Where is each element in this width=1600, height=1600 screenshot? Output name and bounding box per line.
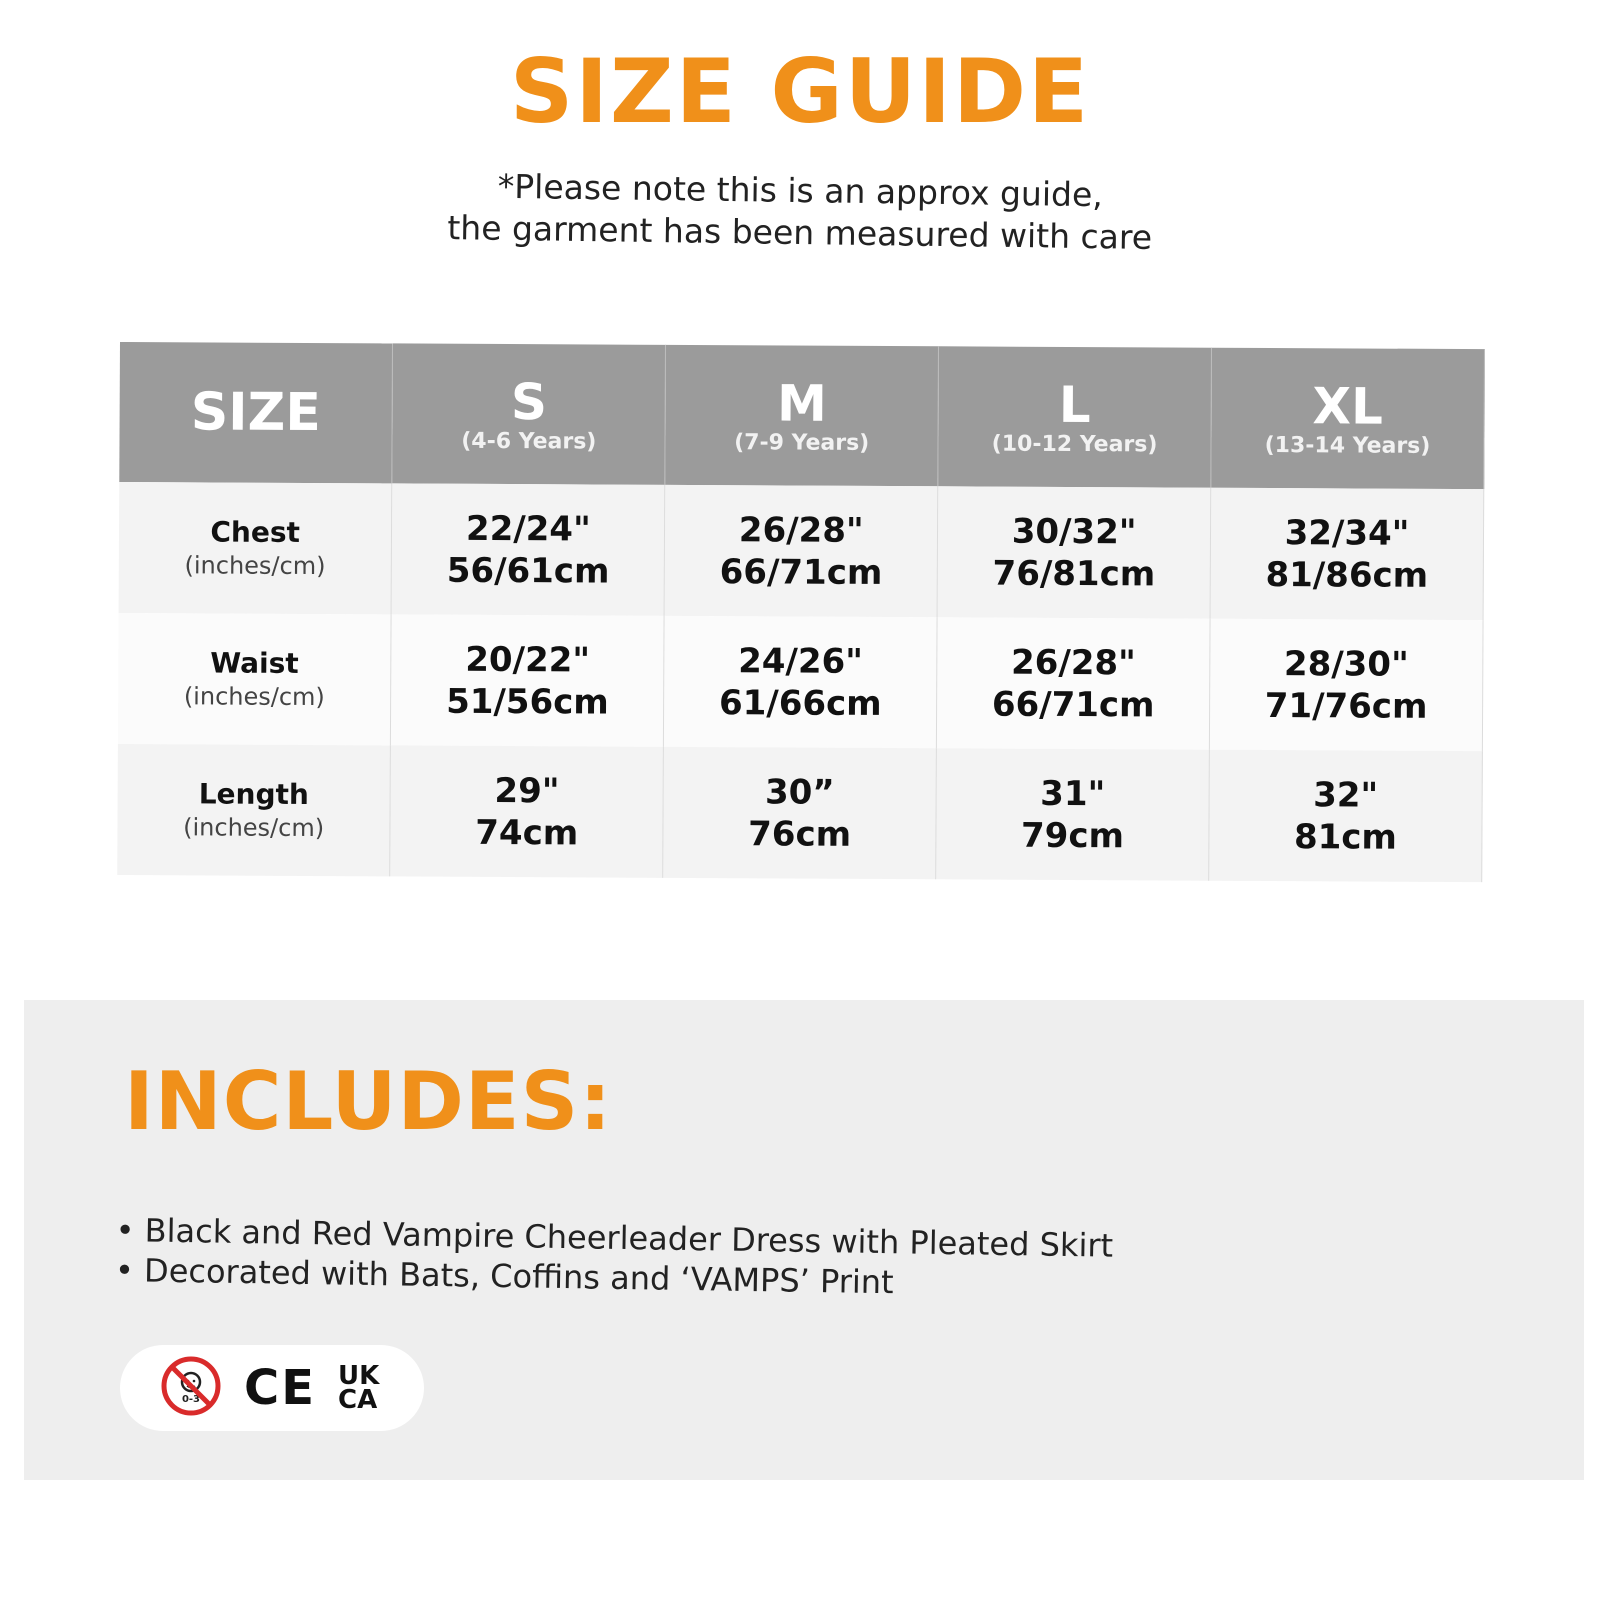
table-cell <box>1209 750 1483 882</box>
includes-title: INCLUDES: <box>124 1055 613 1148</box>
size-label: M <box>776 373 827 433</box>
value-inches: 24/26" <box>738 640 864 682</box>
value-cm: 66/71cm <box>719 551 883 593</box>
note-line-2: the garment has been measured with care <box>447 208 1153 257</box>
value-cm: 66/71cm <box>991 684 1155 725</box>
size-header-xl <box>1211 348 1485 489</box>
value-inches: 32/34" <box>1284 512 1410 554</box>
row-unit: (inches/cm) <box>183 681 325 711</box>
list-item: • Black and Red Vampire Cheerleader Dress with Pleated Skirt <box>115 1210 1113 1266</box>
page-title: SIZE GUIDE <box>509 40 1091 143</box>
row-label-cell <box>118 613 392 745</box>
includes-list <box>115 1210 1114 1306</box>
list-item: • Decorated with Bats, Coffins and ‘VAMPS’ Print <box>115 1250 1113 1306</box>
value-cm: 51/56cm <box>446 681 609 723</box>
value-cm: 81/86cm <box>1265 554 1429 596</box>
value-cm: 56/61cm <box>446 550 610 592</box>
ukca-line-1: UK <box>338 1361 380 1391</box>
row-label-cell <box>117 744 391 876</box>
value-inches: 28/30" <box>1283 643 1409 685</box>
table-cell <box>390 745 664 877</box>
table-cell <box>663 747 937 879</box>
value-inches: 26/28" <box>738 509 864 551</box>
size-label: XL <box>1312 376 1384 436</box>
value-inches: 30” <box>764 771 835 813</box>
table-cell <box>664 485 938 617</box>
size-corner-label: SIZE <box>190 382 321 444</box>
row-label: Chest <box>210 514 301 549</box>
size-age-range: (10-12 Years) <box>991 431 1158 457</box>
note-line-1: *Please note this is an approx guide, <box>497 166 1104 215</box>
ce-mark-icon: CE <box>244 1360 317 1416</box>
row-unit: (inches/cm) <box>183 812 325 842</box>
certification-badges <box>120 1345 424 1431</box>
size-label: L <box>1058 375 1091 434</box>
table-cell <box>391 483 665 615</box>
row-label: Length <box>198 776 309 811</box>
includes-panel <box>24 1000 1584 1480</box>
table-row-length <box>117 744 1482 882</box>
value-cm: 71/76cm <box>1264 685 1428 727</box>
value-inches: 31" <box>1040 773 1106 814</box>
table-row-chest <box>119 482 1484 620</box>
table-cell <box>936 748 1210 880</box>
table-cell <box>1209 619 1483 751</box>
size-header-m <box>665 345 939 486</box>
row-label-cell <box>119 482 393 614</box>
size-age-range: (4-6 Years) <box>461 428 597 454</box>
value-inches: 22/24" <box>465 508 591 549</box>
row-label: Waist <box>210 645 299 680</box>
row-unit: (inches/cm) <box>184 550 326 580</box>
guide-note <box>0 159 1600 265</box>
value-cm: 61/66cm <box>718 682 882 724</box>
not-for-under-3-icon <box>160 1355 222 1421</box>
value-inches: 32" <box>1313 774 1379 816</box>
table-cell <box>391 614 665 746</box>
value-cm: 76/81cm <box>992 553 1156 594</box>
ukca-line-2: CA <box>338 1385 378 1415</box>
ukca-mark-icon <box>338 1361 380 1415</box>
value-cm: 81cm <box>1293 816 1398 858</box>
size-header-corner <box>119 342 393 483</box>
size-age-range: (7-9 Years) <box>734 429 870 456</box>
size-header-l <box>938 346 1212 487</box>
size-label: S <box>510 372 548 431</box>
value-inches: 30/32" <box>1011 511 1137 552</box>
age-restriction-text: 0-3 <box>181 1394 201 1405</box>
size-table <box>117 342 1485 882</box>
size-header-s <box>392 343 666 484</box>
table-cell <box>664 616 938 748</box>
value-inches: 26/28" <box>1010 642 1136 683</box>
value-cm: 74cm <box>475 812 579 853</box>
size-age-range: (13-14 Years) <box>1264 432 1431 459</box>
value-cm: 76cm <box>748 813 852 855</box>
size-header-row <box>119 342 1484 489</box>
value-inches: 29" <box>494 770 560 811</box>
table-row-waist <box>118 613 1483 751</box>
table-cell <box>937 486 1211 618</box>
value-cm: 79cm <box>1020 815 1125 856</box>
table-cell <box>1210 488 1484 620</box>
table-cell <box>937 617 1211 749</box>
value-inches: 20/22" <box>465 639 591 680</box>
